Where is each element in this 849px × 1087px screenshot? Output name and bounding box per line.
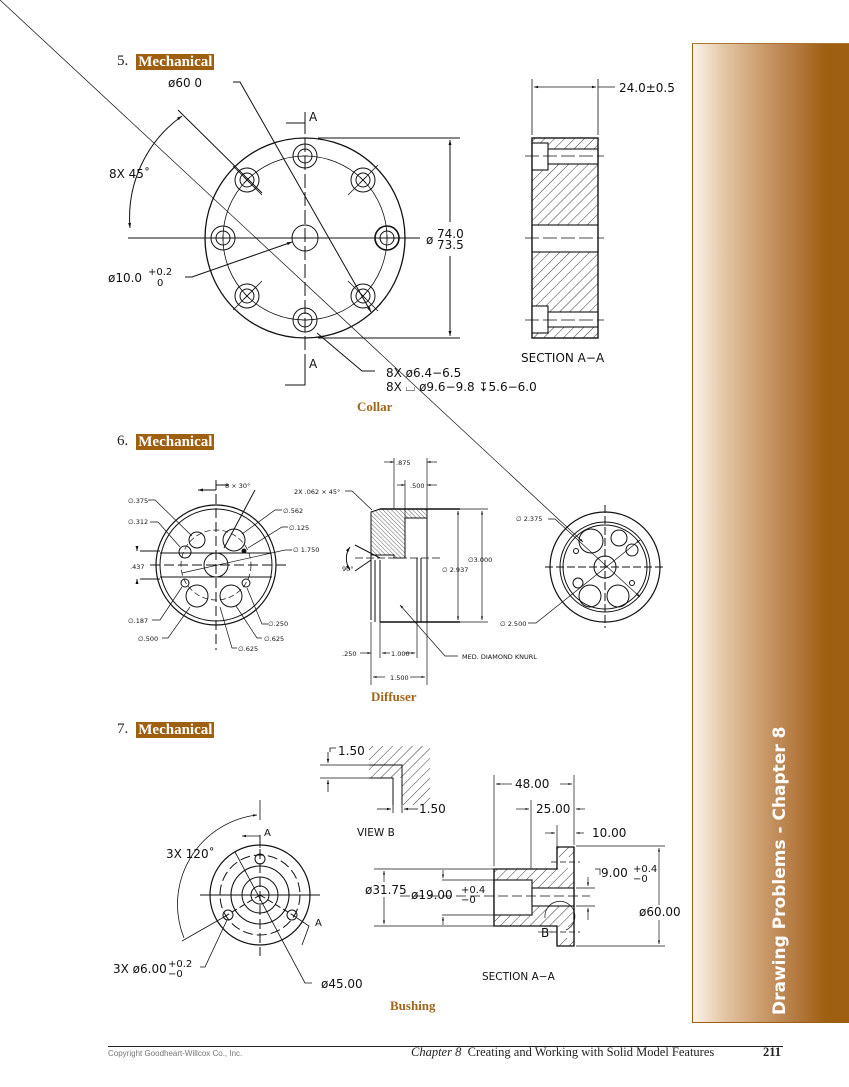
svg-text:+0.2: +0.2 <box>168 959 193 970</box>
section-label-a: A <box>309 357 318 371</box>
svg-text:.500: .500 <box>410 482 425 490</box>
svg-text:8 × 30°: 8 × 30° <box>225 482 251 490</box>
svg-text:+0.2: +0.2 <box>148 267 173 278</box>
svg-text:∅ 2.937: ∅ 2.937 <box>442 566 469 574</box>
page-number: 211 <box>763 1045 782 1059</box>
svg-text:∅.625: ∅.625 <box>264 635 285 643</box>
svg-text:10.00: 10.00 <box>592 826 627 840</box>
dim-outer-lower: 73.5 <box>437 238 464 252</box>
footer-chapter <box>411 1045 714 1060</box>
footer-copyright: Copyright Goodheart-Willcox Co., Inc. <box>108 1049 243 1058</box>
svg-text:∅.312: ∅.312 <box>128 518 149 526</box>
footer-chapter-title: Creating and Working with Solid Model Features <box>467 1045 715 1059</box>
diffuser-back-labels <box>500 515 542 628</box>
svg-text:ø60.00: ø60.00 <box>639 905 681 919</box>
svg-text:∅.187: ∅.187 <box>128 617 149 625</box>
problem-number: 6. <box>117 433 129 449</box>
svg-text:−0: −0 <box>168 969 183 980</box>
figure-caption-collar: Collar <box>357 399 393 414</box>
svg-text:ø31.75: ø31.75 <box>365 883 407 897</box>
svg-text:∅.250: ∅.250 <box>268 620 289 628</box>
svg-text:∅.625: ∅.625 <box>238 645 259 653</box>
collar-front-view <box>128 82 460 385</box>
svg-text:1.50: 1.50 <box>338 744 365 758</box>
dim-center-hole: ø10.0 <box>108 271 143 285</box>
svg-text:2X .062 × 45°: 2X .062 × 45° <box>294 488 341 496</box>
svg-text:∅.562: ∅.562 <box>283 507 304 515</box>
svg-text:3X ø6.00: 3X ø6.00 <box>113 962 167 976</box>
svg-text:1.50: 1.50 <box>419 802 446 816</box>
diffuser-side-labels <box>294 459 537 682</box>
svg-text:∅3.000: ∅3.000 <box>468 556 493 564</box>
problem-tag: Mechanical <box>138 721 213 738</box>
svg-text:1.000: 1.000 <box>391 650 410 658</box>
svg-text:A: A <box>315 918 322 929</box>
problem-number: 7. <box>117 721 129 737</box>
svg-text:ø19.00: ø19.00 <box>411 888 453 902</box>
svg-text:∅ 2.375: ∅ 2.375 <box>516 515 543 523</box>
section-view-label: SECTION A−A <box>521 351 605 365</box>
svg-text:∅ 1.750: ∅ 1.750 <box>293 546 320 554</box>
svg-text:∅.125: ∅.125 <box>289 524 310 532</box>
svg-text:3X 120˚: 3X 120˚ <box>166 847 215 861</box>
footer-chapter-label: Chapter 8 <box>411 1045 462 1059</box>
dim-bolt-circle: ø60 0 <box>168 76 203 90</box>
problem-tag: Mechanical <box>138 53 213 70</box>
svg-text:∅.500: ∅.500 <box>138 635 159 643</box>
svg-text:−0: −0 <box>461 895 476 906</box>
diffuser-front-labels <box>128 482 319 653</box>
dim-outer-upper: 74.0 <box>437 227 464 241</box>
bushing-view-b <box>320 746 430 813</box>
svg-text:A: A <box>264 828 271 839</box>
svg-text:∅ 2.500: ∅ 2.500 <box>500 620 527 628</box>
bushing-front-view <box>177 800 320 983</box>
svg-text:9.00: 9.00 <box>601 866 628 880</box>
figure-caption-diffuser: Diffuser <box>371 689 417 704</box>
svg-text:SECTION A−A: SECTION A−A <box>482 971 555 983</box>
svg-text:ø45.00: ø45.00 <box>321 977 363 991</box>
svg-text:90°: 90° <box>342 565 354 573</box>
svg-text:VIEW B: VIEW B <box>357 827 395 839</box>
svg-text:25.00: 25.00 <box>536 802 571 816</box>
svg-text:∅.375: ∅.375 <box>128 497 149 505</box>
problem-tag: Mechanical <box>138 433 213 450</box>
svg-text:ø: ø <box>426 233 434 247</box>
dim-width: 24.0±0.5 <box>619 81 675 95</box>
svg-text:48.00: 48.00 <box>515 777 550 791</box>
hole-callout-1: 8X ø6.4−6.5 <box>386 366 462 380</box>
svg-text:.437: .437 <box>130 563 145 571</box>
svg-text:1.500: 1.500 <box>390 674 409 682</box>
svg-text:.875: .875 <box>396 459 411 467</box>
side-tab-title: Drawing Problems - Chapter 8 <box>770 726 790 1015</box>
section-label-a: A <box>309 110 318 124</box>
svg-text:−0: −0 <box>633 874 648 885</box>
figure-caption-bushing: Bushing <box>390 998 436 1013</box>
bushing-front-labels <box>113 828 363 991</box>
svg-text:+0.4: +0.4 <box>461 885 486 896</box>
svg-text:MED. DIAMOND KNURL: MED. DIAMOND KNURL <box>462 653 537 661</box>
problem-number: 5. <box>117 53 129 69</box>
collar-section-view <box>525 79 615 338</box>
svg-text:0: 0 <box>157 278 164 289</box>
dim-angle: 8X 45˚ <box>109 167 150 181</box>
svg-text:B: B <box>541 926 550 940</box>
hole-callout-2: 8X ⌴ ø9.6−9.8 ↧5.6−6.0 <box>386 380 537 394</box>
svg-text:.250: .250 <box>342 650 357 658</box>
svg-text:+0.4: +0.4 <box>633 864 658 875</box>
